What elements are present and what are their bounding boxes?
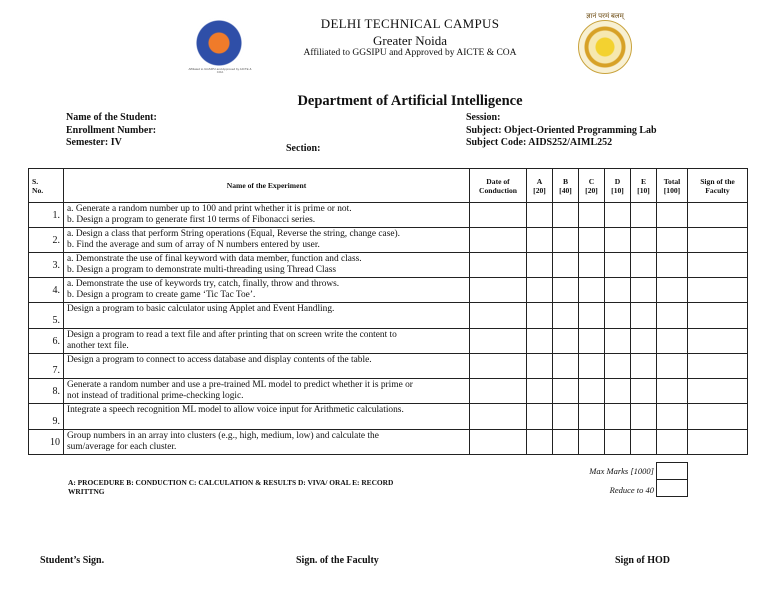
row-number: 7. [29, 354, 64, 379]
table-row [29, 329, 748, 354]
experiment-table [28, 168, 748, 455]
experiment-name: Design a program to basic calculator using Applet and Event Handling. [64, 303, 470, 329]
row-number: 10 [29, 430, 64, 455]
table-row [29, 354, 748, 379]
table-row [29, 379, 748, 404]
header-sno: S. No. [29, 169, 64, 203]
experiment-name: Integrate a speech recognition ML model to allow voice input for Arithmetic calculations. [64, 404, 470, 430]
row-number: 2. [29, 228, 64, 253]
table-row [29, 303, 748, 329]
campus-name: DELHI TECHNICAL CAMPUS [320, 16, 500, 31]
faculty-sign-label: Sign. of the Faculty [296, 555, 379, 566]
header-c: C [20] [579, 169, 605, 203]
reduce-box [656, 479, 688, 497]
experiment-name: a. Demonstrate the use of keywords try, catch, finally, throw and throws. b. Design a program to create game ‘Tic Tac Toe’. [64, 278, 470, 303]
table-row [29, 253, 748, 278]
row-number: 5. [29, 303, 64, 329]
row-number: 4. [29, 278, 64, 303]
row-number: 8. [29, 379, 64, 404]
experiment-name: Generate a random number and use a pre-trained ML model to predict whether it is prime or not instead of traditional prime-checking logic. [64, 379, 470, 404]
header-date: Date of Conduction [470, 169, 527, 203]
student-info [66, 112, 157, 150]
affiliation-text: Affiliated to GGSIPU and Approved by AICTE & COA [303, 48, 517, 58]
max-marks-label: Max Marks [1000] [589, 466, 654, 476]
experiment-name: Group numbers in an array into clusters (e.g., high, medium, low) and calculate the sum/average for each cluster. [64, 430, 470, 455]
department-title: Department of Artificial Intelligence [297, 93, 523, 109]
hod-sign-label: Sign of HOD [615, 555, 671, 566]
section-label: Section: [286, 143, 321, 154]
header-sign: Sign of the Faculty [688, 169, 748, 203]
experiment-name: a. Generate a random number up to 100 and print whether it is prime or not. b. Design a program to generate first 10 terms of Fibonacci series. [64, 203, 470, 228]
marks-legend: A: PROCEDURE B: CONDUCTION C: CALCULATION & RESULTS D: VIVA/ ORAL E: RECORD WRITTNG [68, 478, 394, 496]
row-number: 6. [29, 329, 64, 354]
subject-info [466, 112, 657, 150]
table-row [29, 404, 748, 430]
row-number: 3. [29, 253, 64, 278]
university-motto: ज्ञानं परमं बलम् [586, 12, 624, 20]
campus-city: Greater Noida [373, 33, 447, 48]
header-e: E [10] [631, 169, 657, 203]
student-sign-label: Student’s Sign. [40, 555, 105, 566]
reduce-label: Reduce to 40 [609, 485, 654, 495]
table-row [29, 430, 748, 455]
header-total: Total [100] [657, 169, 688, 203]
experiment-name: a. Demonstrate the use of final keyword with data member, function and class. b. Design a program to demonstrate multi-threading using Thread Class [64, 253, 470, 278]
student-name-label: Name of the Student: [66, 112, 157, 123]
max-marks-box [656, 462, 688, 480]
table-row [29, 228, 748, 253]
table-row [29, 203, 748, 228]
experiment-name: Design a program to read a text file and after printing that on screen write the content to another text file. [64, 329, 470, 354]
table-header-row [29, 169, 748, 203]
header-d: D [10] [605, 169, 631, 203]
subject-code-label: Subject Code: AIDS252/AIML252 [466, 137, 613, 148]
table-row [29, 278, 748, 303]
semester-label: Semester: IV [66, 137, 122, 148]
subject-label: Subject: Object-Oriented Programming Lab [466, 124, 657, 136]
row-number: 1. [29, 203, 64, 228]
session-label: Session: [466, 112, 501, 123]
row-number: 9. [29, 404, 64, 430]
enrollment-label: Enrollment Number: [66, 124, 157, 136]
college-logo-caption: Affiliated to GGSIPU and Approved by AICTE & COA [188, 67, 252, 74]
header-a: A [20] [527, 169, 553, 203]
experiment-name: Design a program to connect to access database and display contents of the table. [64, 354, 470, 379]
experiment-name: a. Design a class that perform String operations (Equal, Reverse the string, change case). b. Find the average and sum of array of N numbers entered by user. [64, 228, 470, 253]
header-experiment-name: Name of the Experiment [64, 169, 470, 203]
header-b: B [40] [553, 169, 579, 203]
